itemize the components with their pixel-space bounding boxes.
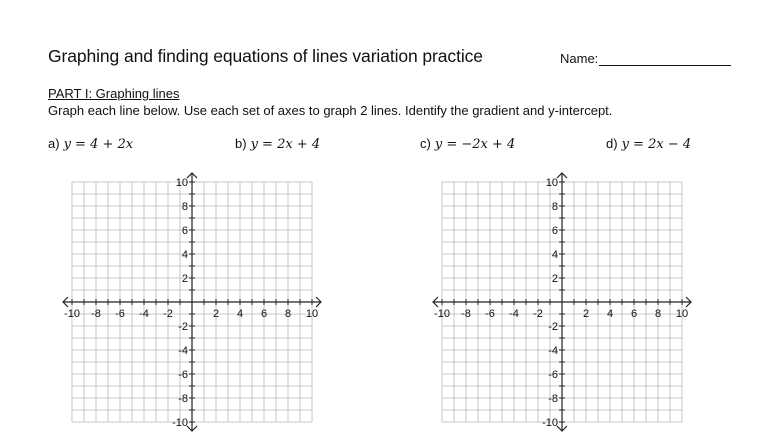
worksheet-title: Graphing and finding equations of lines variation practice (48, 46, 483, 66)
name-field[interactable] (560, 51, 731, 66)
y-tick-label: -10 (542, 417, 558, 429)
x-tick-label: -10 (64, 308, 80, 320)
y-tick-label: 6 (181, 225, 188, 237)
x-tick-label: -10 (434, 308, 450, 320)
x-tick-label: -2 (533, 308, 543, 320)
x-tick-label: -4 (139, 308, 149, 320)
y-tick-label: 4 (181, 249, 188, 261)
x-tick-label: 2 (212, 308, 220, 320)
y-tick-label: -2 (178, 321, 188, 333)
equation-b-expression: y = 2x + 4 (250, 137, 321, 152)
y-tick-label: -10 (172, 417, 188, 429)
x-tick-label: 4 (236, 308, 244, 320)
coordinate-grid-right[interactable] (430, 172, 700, 437)
x-tick-label: -2 (163, 308, 173, 320)
y-tick-label: 8 (551, 201, 558, 213)
x-tick-label: -6 (485, 308, 495, 320)
y-tick-label: 8 (181, 201, 188, 213)
y-tick-label: 2 (181, 273, 188, 285)
y-tick-label: -8 (548, 393, 558, 405)
x-tick-label: 4 (606, 308, 614, 320)
x-tick-label: 8 (654, 308, 662, 320)
graph-right[interactable] (430, 172, 700, 437)
x-tick-label: 6 (260, 308, 268, 320)
y-tick-label: 10 (545, 177, 558, 189)
equation-d-label: d) (606, 136, 618, 151)
x-tick-label: 10 (305, 308, 319, 320)
instructions: Graph each line below. Use each set of axes to graph 2 lines. Identify the gradient and y-intercept. (48, 103, 613, 118)
y-tick-label: -4 (178, 345, 188, 357)
equation-c-expression: y = −2x + 4 (434, 137, 516, 152)
y-tick-label: 4 (551, 249, 558, 261)
equation-d-expression: y = 2x − 4 (621, 137, 692, 152)
x-tick-label: 6 (630, 308, 638, 320)
name-blank-line[interactable] (599, 52, 731, 66)
name-label: Name: (560, 51, 599, 66)
equation-d (606, 136, 691, 152)
y-tick-label: -6 (178, 369, 188, 381)
x-tick-label: -8 (91, 308, 101, 320)
y-tick-label: 10 (175, 177, 188, 189)
equation-c-label: c) (420, 136, 431, 151)
graph-left[interactable] (60, 172, 330, 437)
y-tick-label: 2 (551, 273, 558, 285)
x-tick-label: 8 (284, 308, 292, 320)
x-tick-label: -4 (509, 308, 519, 320)
y-tick-label: -4 (548, 345, 558, 357)
x-tick-label: -6 (115, 308, 125, 320)
equation-b-label: b) (235, 136, 247, 151)
coordinate-grid-left[interactable] (60, 172, 330, 437)
equation-b (235, 136, 320, 152)
y-tick-label: -8 (178, 393, 188, 405)
equation-a-label: a) (48, 136, 60, 151)
x-tick-label: 10 (675, 308, 689, 320)
equation-c (420, 136, 515, 152)
y-tick-label: -6 (548, 369, 558, 381)
equation-a-expression: y = 4 + 2x (63, 137, 134, 152)
x-tick-label: -8 (461, 308, 471, 320)
y-tick-label: -2 (548, 321, 558, 333)
x-tick-label: 2 (582, 308, 590, 320)
equation-a (48, 136, 133, 152)
part-heading: PART I: Graphing lines (48, 86, 180, 101)
y-tick-label: 6 (551, 225, 558, 237)
